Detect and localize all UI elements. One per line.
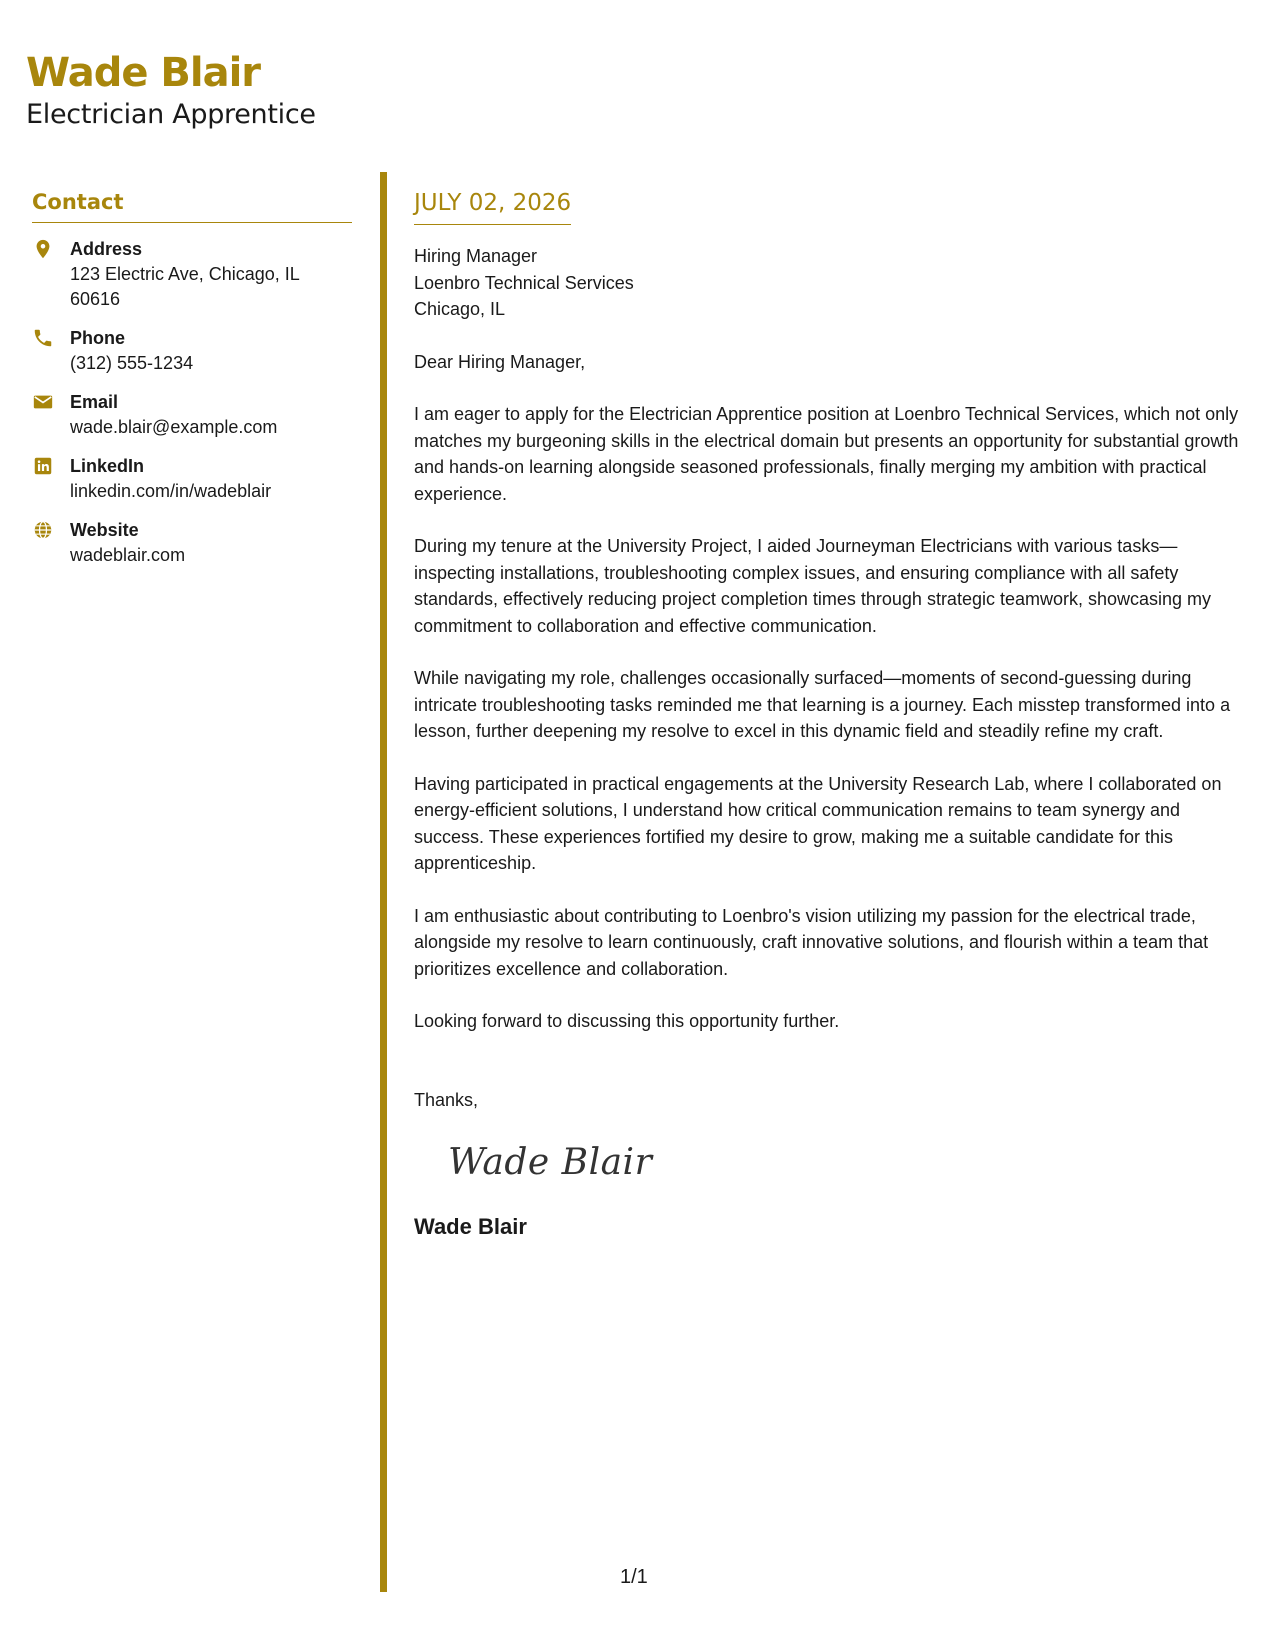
handwritten-signature: Wade Blair: [448, 1142, 653, 1183]
contact-item-phone: [32, 326, 352, 376]
contact-item-website: [32, 518, 352, 568]
contact-heading: Contact: [32, 188, 352, 223]
signed-name: Wade Blair: [414, 1214, 527, 1239]
body-paragraph: During my tenure at the University Project, I aided Journeyman Electricians with various tasks—inspecting installations, troubleshooting complex issues, and ensuring compliance with all safety standards, effectively reducing project completion times through strategic teamwork, showcasing my commitment to collaboration and effective communication.: [414, 536, 1212, 636]
body-paragraph: I am enthusiastic about contributing to Loenbro's vision utilizing my passion for the electrical trade, alongside my resolve to learn continuously, craft innovative solutions, and flourish within a team that prioritizes excellence and collaboration.: [414, 905, 1209, 979]
linkedin-icon: [32, 455, 54, 477]
recipient-line: Chicago, IL: [414, 299, 506, 319]
envelope-icon: [32, 391, 54, 413]
recipient-line: Hiring Manager: [414, 246, 538, 266]
contact-item-linkedin: [32, 454, 352, 504]
vertical-divider: [380, 172, 387, 1592]
applicant-name: Wade Blair: [26, 50, 261, 96]
contact-label: Email: [70, 392, 119, 412]
linkedin-value[interactable]: linkedin.com/in/wadeblair: [70, 481, 272, 501]
recipient-line: Loenbro Technical Services: [414, 272, 634, 293]
phone-icon: [32, 327, 54, 349]
salutation: Dear Hiring Manager,: [414, 351, 586, 372]
address-value: 123 Electric Ave, Chicago, IL 60616: [70, 264, 300, 309]
contact-item-address: [32, 237, 352, 312]
globe-icon: [32, 519, 54, 541]
sign-off: Thanks,: [414, 1089, 479, 1110]
body-paragraph: I am eager to apply for the Electrician Apprentice position at Loenbro Technical Services, which not only matches my burgeoning skills in the electrical domain but presents an opportunity for substantial growth and hands-on learning alongside seasoned professionals, finally merging my ambition with practical experience.: [414, 404, 1239, 504]
email-value: wade.blair@example.com: [70, 417, 278, 437]
page-number: 1/1: [620, 1566, 648, 1588]
cover-letter-body: [414, 188, 1254, 1241]
job-title: Electrician Apprentice: [26, 99, 316, 130]
body-paragraph: While navigating my role, challenges occasionally surfaced—moments of second-guessing during intricate troubleshooting tasks reminded me that learning is a journey. Each misstep transformed into a lesson, further deepening my resolve to excel in this dynamic field and steadily refine my craft.: [414, 668, 1231, 741]
contact-label: Address: [70, 239, 143, 259]
contact-label: Phone: [70, 328, 126, 348]
letter-date: JULY 02, 2026: [414, 188, 571, 225]
closing-paragraph: Looking forward to discussing this opportunity further.: [414, 1011, 840, 1031]
website-value[interactable]: wadeblair.com: [70, 545, 186, 565]
phone-value: (312) 555-1234: [70, 353, 194, 373]
contact-label: LinkedIn: [70, 456, 145, 476]
body-paragraph: Having participated in practical engagements at the University Research Lab, where I collaborated on energy-efficient solutions, I understand how critical communication remains to team synergy and success. These experiences fortified my desire to grow, making me a suitable candidate for this apprenticeship.: [414, 773, 1222, 873]
recipient-block: [414, 243, 1254, 323]
contact-sidebar: [32, 188, 352, 582]
contact-item-email: [32, 390, 352, 440]
resume-header: [26, 48, 316, 132]
map-pin-icon: [32, 238, 54, 260]
contact-label: Website: [70, 520, 139, 540]
